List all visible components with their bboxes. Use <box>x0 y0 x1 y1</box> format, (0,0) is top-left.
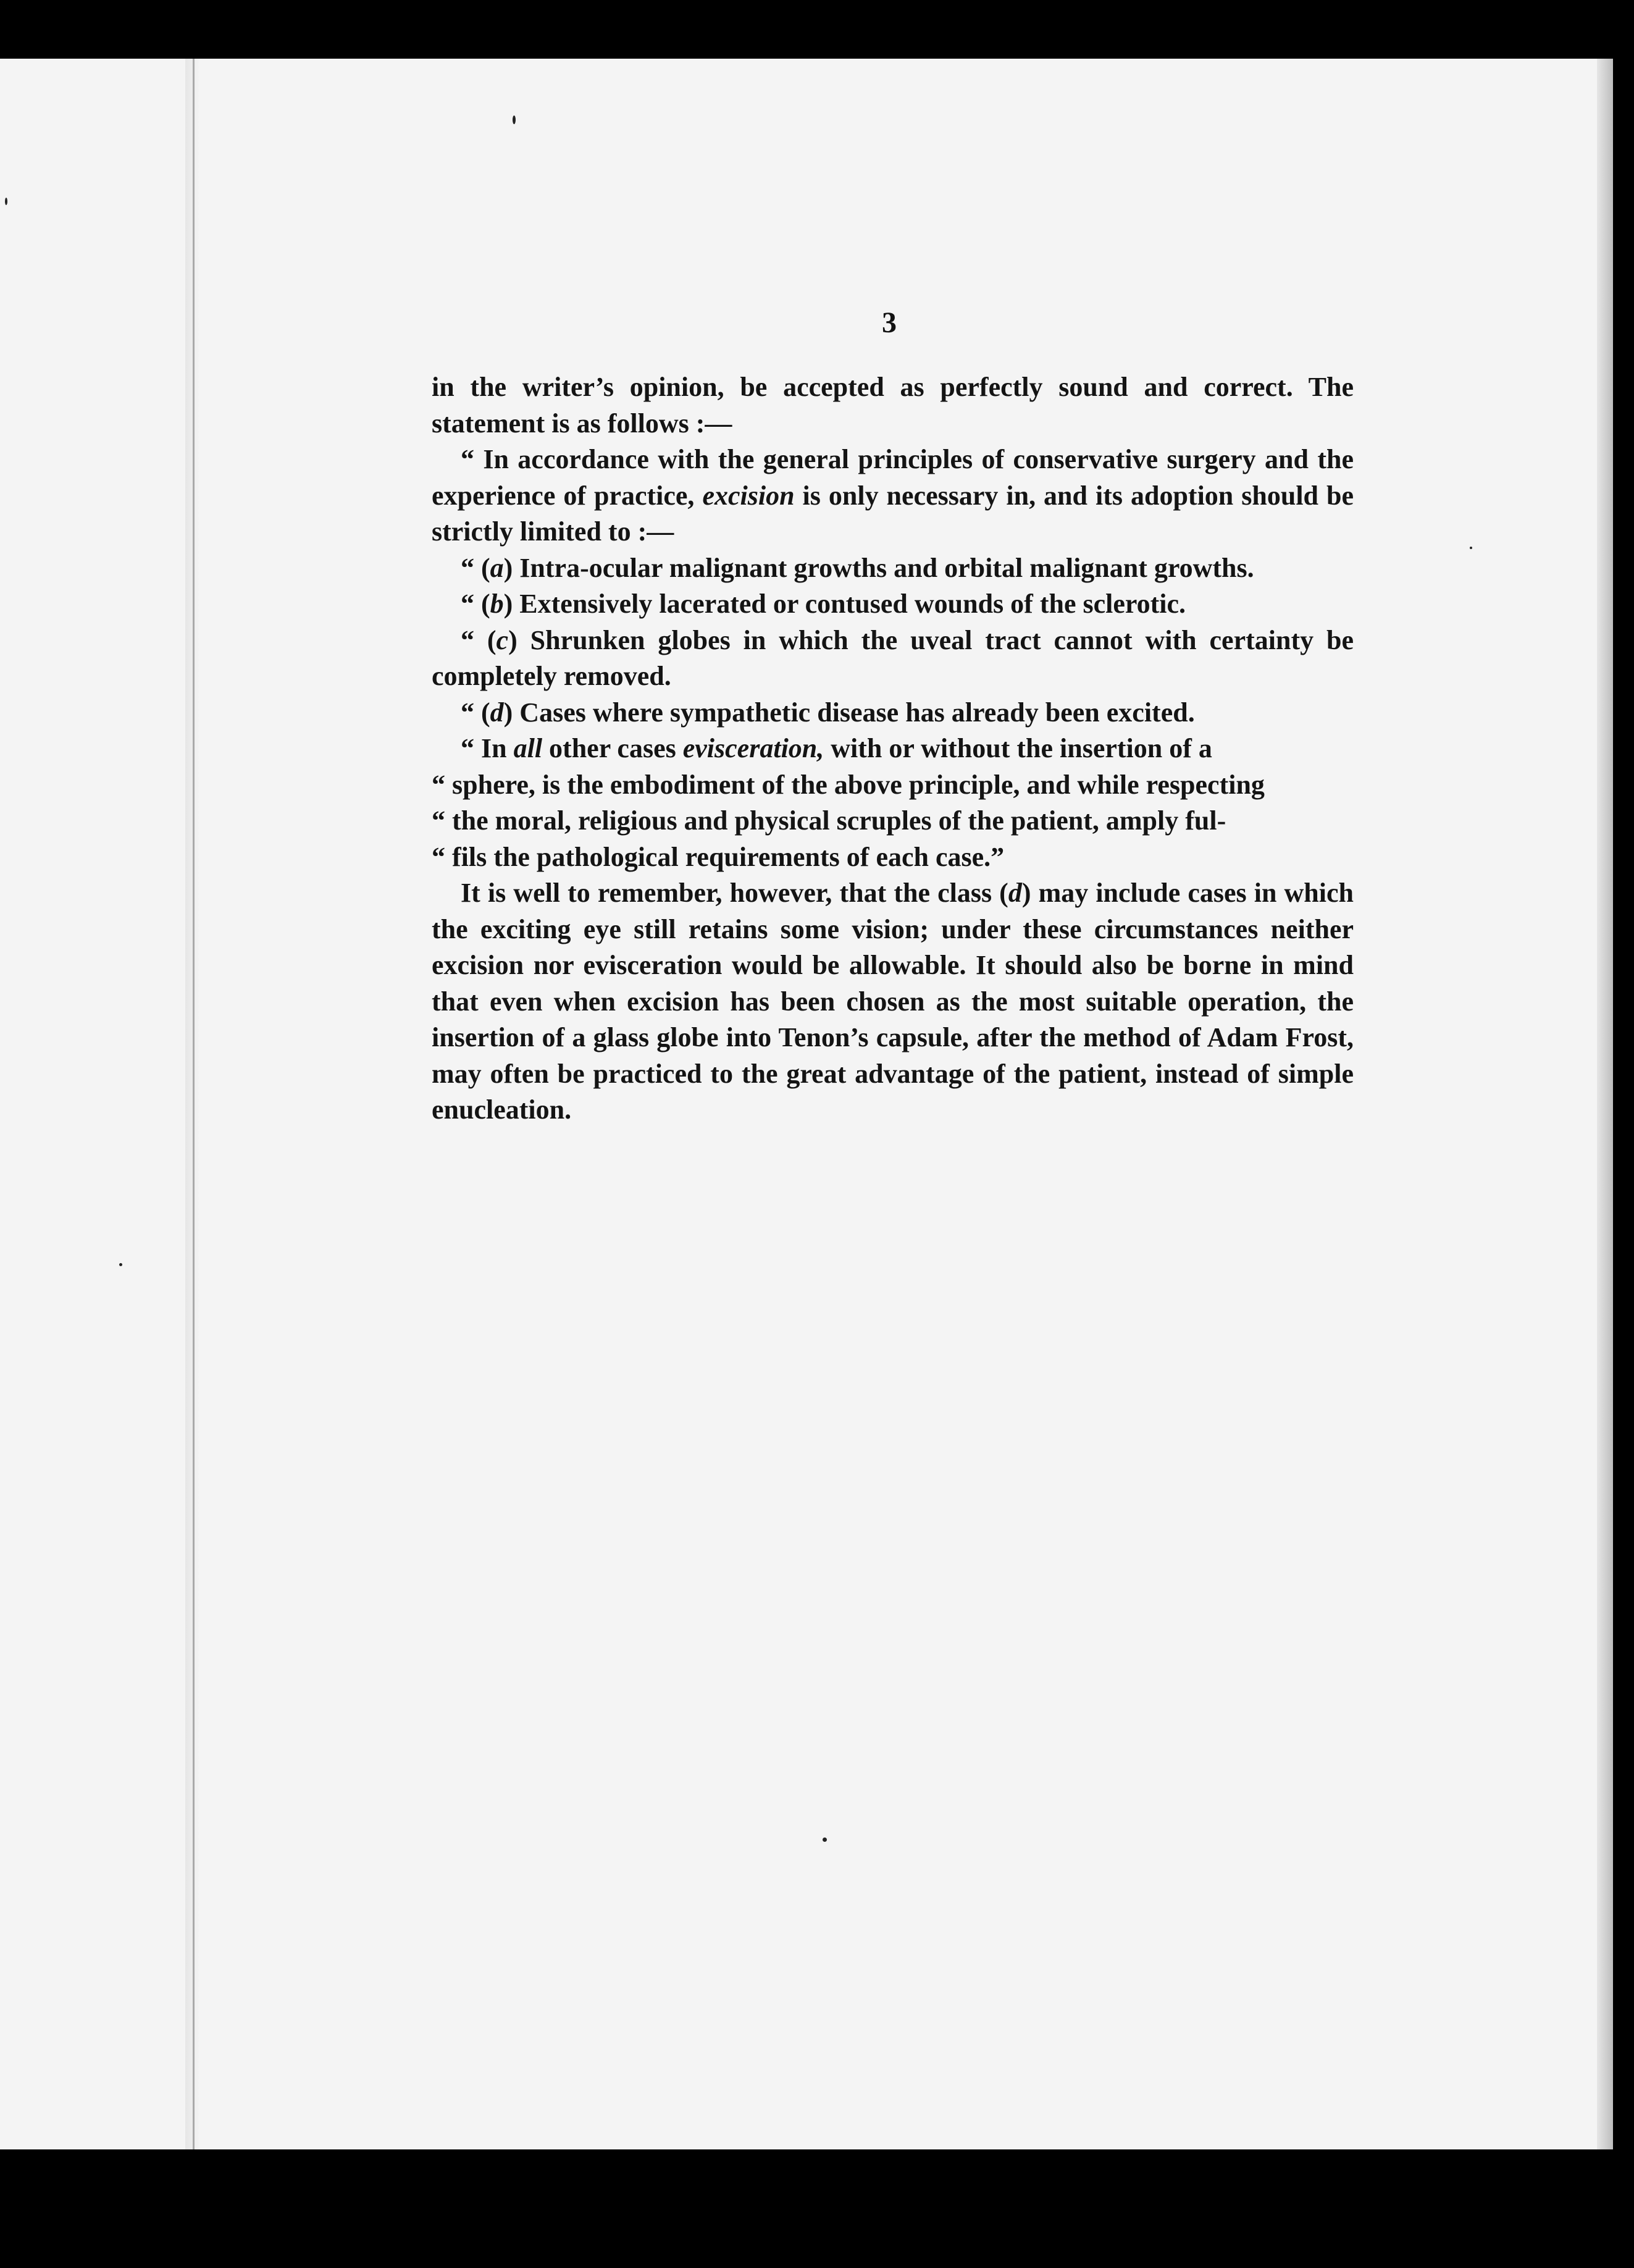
scan-speck <box>823 1838 827 1842</box>
body-text <box>432 369 1354 1128</box>
list-item-b: “ (b) Extensively lacerated or contused wounds of the sclerotic. <box>461 589 1186 619</box>
list-item-d: “ (d) Cases where sympathetic disease has already been excited. <box>461 697 1195 728</box>
page-edge <box>1597 59 1613 2149</box>
scan-speck <box>1470 547 1472 549</box>
page-fold-line <box>193 59 195 2149</box>
quote-line: “ fils the pathological requirements of each case.” <box>432 841 1005 872</box>
paragraph-quote-evisceration: “ In all other cases evisceration, with or without the insertion of a <box>461 733 1212 763</box>
scan-speck <box>119 1263 122 1266</box>
quote-line: “ the moral, religious and physical scruples of the patient, amply ful- <box>432 805 1226 836</box>
list-item-a: “ (a) Intra-ocular malignant growths and orbital malignant growths. <box>461 552 1254 583</box>
scan-speck <box>5 198 7 205</box>
page-number: 3 <box>882 306 897 339</box>
list-item-c: “ (c) Shrunken globes in which the uveal tract cannot with certainty be completely removed. <box>432 624 1354 691</box>
paragraph-intro: in the writer’s opinion, be accepted as perfectly sound and correct. The statement is as follows :— <box>432 372 1354 439</box>
paragraph-quote-excision: “ In accordance with the general principles of conservative surgery and the experience of practice, excision is only necessary in, and its adoption should be strictly limited to :— <box>432 444 1354 547</box>
paragraph-conclusion: It is well to remember, however, that the class (d) may include cases in which the exciting eye still retains some vision; under these circumstances neither excision nor evisceration would be allowable. It should also be borne in mind that even when excision has been chosen as the most suitable operation, the insertion of a glass globe into Tenon’s capsule, after the method of Adam Frost, may often be practiced to the great advantage of the patient, instead of simple enucleation. <box>432 878 1354 1125</box>
quote-line: “ sphere, is the embodiment of the above principle, and while respecting <box>432 769 1265 800</box>
scan-speck <box>513 116 516 124</box>
